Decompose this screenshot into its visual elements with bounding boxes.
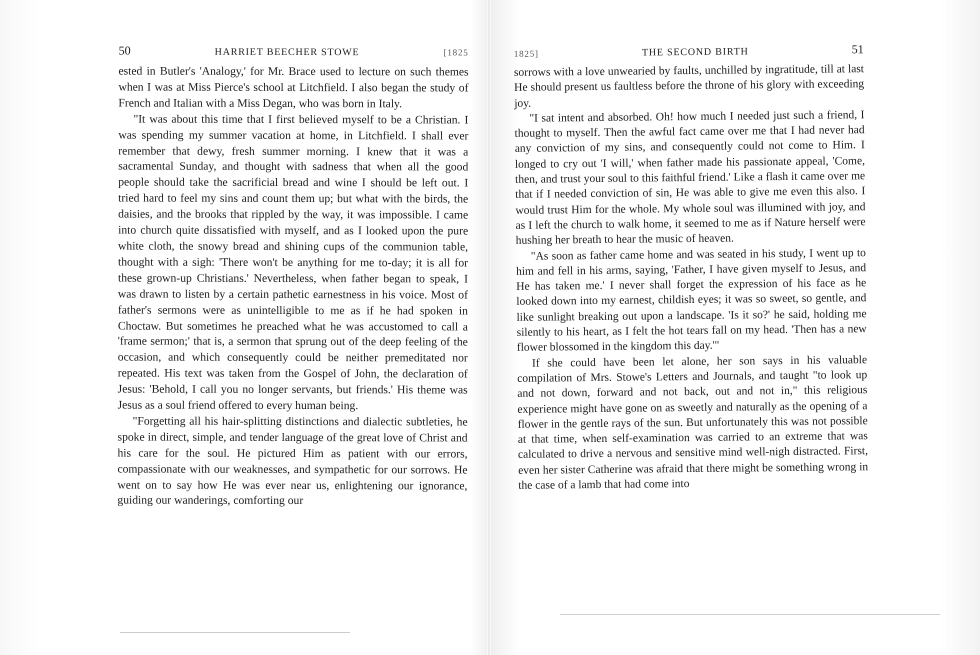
book-gutter: [487, 0, 491, 655]
right-page-text: [514, 62, 868, 494]
left-page: [117, 34, 468, 510]
right-running-head: [514, 32, 864, 62]
right-running-title: THE SECOND BIRTH: [641, 46, 749, 59]
right-year-mark: 1825]: [513, 48, 539, 59]
left-year-mark: [1825: [443, 47, 469, 58]
right-paragraph: sorrows with a love unwearied by faults, unchilled by ingratitude, till at last He should present us faultless before the throne of his glory with exceeding joy.: [513, 63, 865, 110]
left-paragraph: ested in Butler's 'Analogy,' for Mr. Brace used to lecture on such themes when I was at Miss Pierce's school at Litchfield. I also began the study of French and Italian with a Miss Degan, who was born in Italy.: [118, 64, 469, 111]
scan-edge-line: [560, 614, 940, 615]
right-paragraph: "As soon as father came home and was seated in his study, I went up to him and fell in his arms, saying, 'Father, I have given myself to Jesus, and He has taken me.' I never shall forget the expression of his face as he looked down into my earnest, childish eyes; it was so sweet, so gentle, and like sunlight breaking out upon a landscape. 'Is it so?' he said, holding me silently to his heart, as I felt the hot tears fall on my head. 'Then has a new flower blossomed in the kingdom this day.'": [516, 246, 867, 355]
left-page-text: [117, 64, 468, 510]
right-page-number: 51: [851, 42, 864, 57]
left-paragraph: "It was about this time that I first believed myself to be a Christian. I was spending my summer vacation at home, in Litchfield. I shall ever remember that dewy, fresh summer morning. I knew that it was a sacramental Sunday, and thought with sadness that when all the good people should take the sacrificial bread and wine I should be left out. I tried hard to feel my sins and count them up; but what with the birds, the daisies, and the brooks that rippled by the way, it was impossible. I came into church quite dissatisfied with myself, and as I looked upon the pure white cloth, the snowy bread and shining cups of the communion table, thought with a sigh: 'There won't be anything for me to-day; it is all for these grown-up Christians.' Nevertheless, when father began to speak, I was drawn to listen by a certain pathetic earnestness in his voice. Most of father's sermons were as unintelligible to me as if he had spoken in Choctaw. But sometimes he preached what he was accustomed to call a 'frame sermon;' that is, a sermon that sprung out of the deep feeling of the occasion, and which consequently could be neither premeditated nor repeated. His text was taken from the Gospel of John, the declaration of Jesus: 'Behold, I call you no longer servants, but friends.' His theme was Jesus as a soul friend offered to every human being.: [117, 112, 469, 413]
right-paragraph: If she could have been let alone, her son says in his valuable compilation of Mrs. Stowe's Letters and Journals, and taught "to look up and not down, forward and not back, out and not in," this religious experience might have gone on as sweetly and naturally as the opening of a flower in the gentle rays of the sun. But unfortunately this was not possible at that time, when self-examination was carried to an extreme that was calculated to drive a nervous and sensitive mind well-nigh distracted. First, even her sister Catherine was afraid that there might be something wrong in the case of a lamb that had come into: [517, 353, 869, 492]
right-paragraph: "I sat intent and absorbed. Oh! how much I needed just such a friend, I thought to myself. Then the awful fact came over me that I had never had any conviction of my sins, and consequently could not come to Him. I longed to cry out 'I will,' when father made his passionate appeal, 'Come, then, and trust your soul to this faithful friend.' Like a flash it came over me that if I needed conviction of sin, He was able to give me even this also. I would trust Him for the whole. My whole soul was illumined with joy, and as I left the church to walk home, it seemed to me as if Nature herself were hushing her breath to hear the music of heaven.: [514, 109, 866, 248]
left-paragraph: "Forgetting all his hair-splitting distinctions and dialectic subtleties, he spoke in direct, simple, and tender language of the great love of Christ and his care for the soul. He pictured Him as patient with our errors, compassionate with our weaknesses, and sympathetic for our sorrows. He went on to say how He was ever near us, enlightening our ignorance, guiding our wanderings, comforting our: [117, 414, 468, 508]
right-page: [514, 32, 869, 494]
scan-edge-line: [120, 632, 350, 633]
left-page-number: 50: [118, 43, 131, 58]
left-running-head: [119, 34, 469, 61]
left-running-title: HARRIET BEECHER STOWE: [214, 46, 360, 59]
